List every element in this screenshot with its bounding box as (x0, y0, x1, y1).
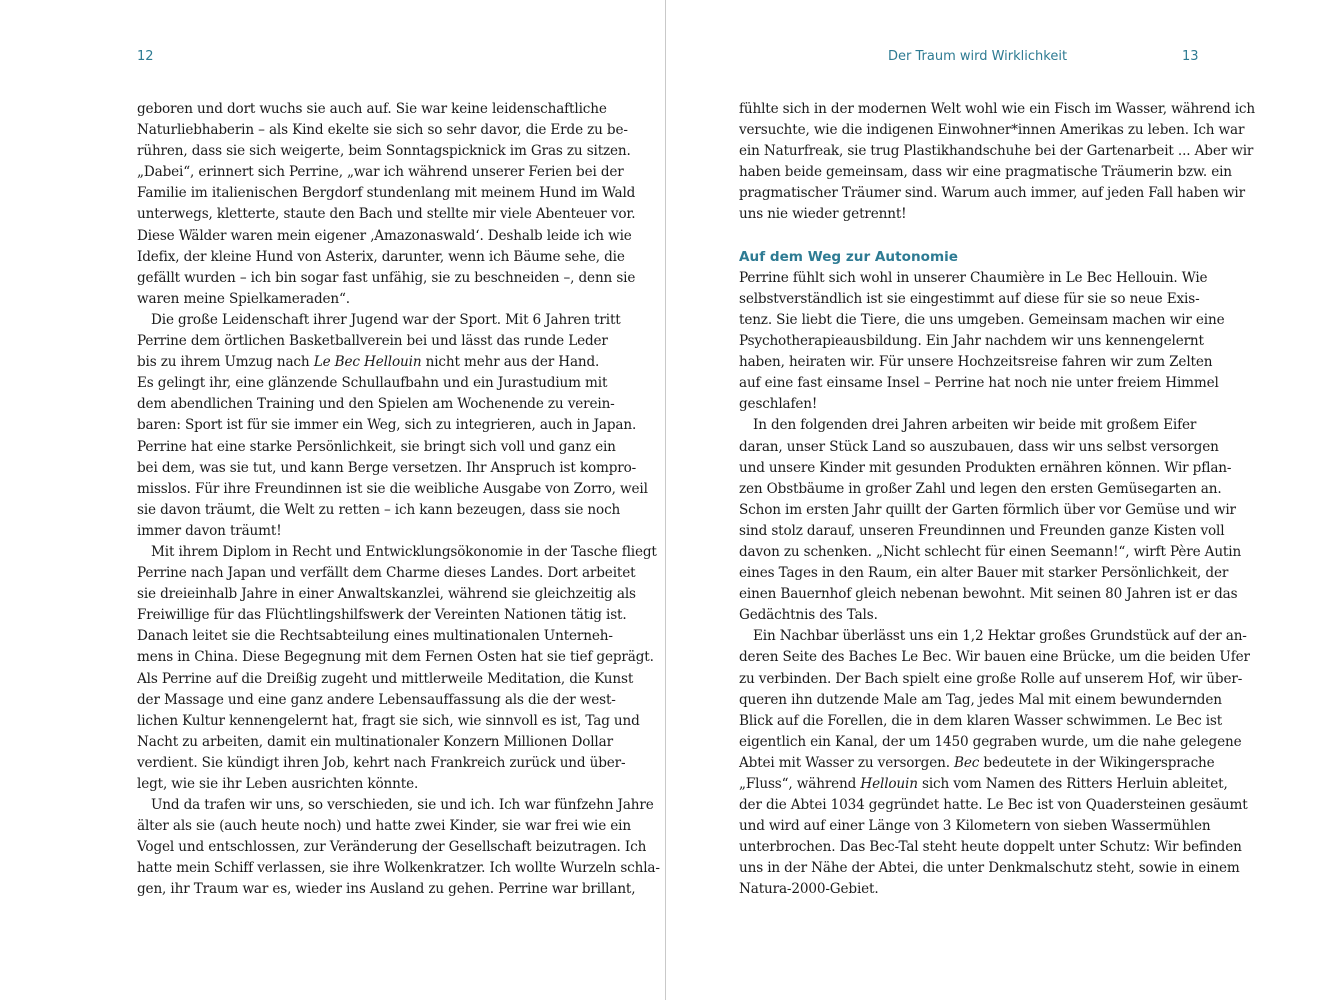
text-line: versuchte, wie die indigenen Einwohner*innen Amerikas zu leben. Ich war (739, 122, 1245, 139)
body-text (137, 99, 660, 901)
section-gap (739, 226, 1196, 247)
text-line: einen Bauernhof gleich nebenan bewohnt. Mit seinen 80 Jahren ist er das (739, 586, 1238, 603)
text-line: sie davon träumt, die Welt zu retten – ich kann bezeugen, dass sie noch (137, 501, 621, 518)
text-run: sich vom Namen des Ritters Herluin ableitet, (917, 776, 1228, 792)
text-line: Die große Leidenschaft ihrer Jugend war der Sport. Mit 6 Jahren tritt (151, 311, 621, 328)
text-line: Freiwillige für das Flüchtlingshilfswerk der Vereinten Nationen tätig ist. (137, 607, 627, 624)
text-line: daran, unser Stück Land so auszubauen, dass wir uns selbst versorgen (739, 438, 1219, 455)
text-line: Diese Wälder waren mein eigener ‚Amazonaswald‘. Deshalb leide ich wie (137, 227, 632, 244)
text-line: Mit ihrem Diplom in Recht und Entwicklungsökonomie in der Tasche fliegt (151, 543, 657, 560)
running-head: Der Traum wird Wirklichkeit (888, 49, 1068, 64)
text-line: verdient. Sie kündigt ihren Job, kehrt nach Frankreich zurück und über- (137, 754, 626, 771)
text-line: Und da trafen wir uns, so verschieden, sie und ich. Ich war fünfzehn Jahre (151, 797, 654, 814)
text-line: tenz. Sie liebt die Tiere, die uns umgeben. Gemeinsam machen wir eine (739, 311, 1225, 328)
text-line: waren meine Spielkameraden“. (137, 290, 350, 307)
text-line: Natura-2000-Gebiet. (739, 881, 879, 898)
text-line: Vogel und entschlossen, zur Veränderung der Gesellschaft beizutragen. Ich (137, 839, 647, 856)
text-line: In den folgenden drei Jahren arbeiten wir beide mit großem Eifer (753, 417, 1197, 434)
text-line: sind stolz darauf, unseren Freundinnen und Freunden ganze Kisten voll (739, 522, 1225, 539)
text-line: Idefix, der kleine Hund von Asterix, darunter, wenn ich Bäume sehe, die (137, 248, 625, 265)
text-line: Nacht zu arbeiten, damit ein multinationaler Konzern Millionen Dollar (137, 733, 613, 750)
left-page (0, 0, 666, 1000)
text-line: ein Naturfreak, sie trug Plastikhandschuhe bei der Gartenarbeit ... Aber wir (739, 143, 1254, 160)
text-run: bis zu ihrem Umzug nach (137, 354, 314, 371)
text-line: hatte mein Schiff verlassen, sie ihre Wolkenkratzer. Ich wollte Wurzeln schla- (137, 860, 660, 877)
text-line: lichen Kultur kennengelernt hat, fragt sie sich, wie sinnvoll es ist, Tag und (137, 712, 640, 729)
text-line: deren Seite des Baches Le Bec. Wir bauen eine Brücke, um die beiden Ufer (739, 649, 1250, 666)
italic-text: Le Bec Hellouin (313, 354, 422, 371)
text-line: geboren und dort wuchs sie auch auf. Sie war keine leidenschaftliche (137, 101, 607, 117)
text-line: unterwegs, kletterte, staute den Bach und stellte mir viele Abenteuer vor. (137, 206, 636, 223)
text-line: Danach leitet sie die Rechtsabteilung eines multinationalen Unterneh- (137, 628, 613, 645)
text-line: Perrine dem örtlichen Basketballverein bei und lässt das runde Leder (137, 333, 608, 350)
text-line: dem abendlichen Training und den Spielen am Wochenende zu verein- (137, 396, 615, 413)
page-number: 12 (137, 49, 154, 64)
section-heading: Auf dem Weg zur Autonomie (739, 248, 959, 265)
text-line: haben beide gemeinsam, dass wir eine pragmatische Träumerin bzw. ein (739, 164, 1232, 181)
text-line: sie dreieinhalb Jahre in einer Anwaltskanzlei, während sie gleichzeitig als (137, 586, 636, 603)
text-line: unterbrochen. Das Bec-Tal steht heute doppelt unter Schutz: Wir befinden (739, 839, 1242, 856)
text-line (739, 774, 1228, 795)
text-line: zen Obstbäume in großer Zahl und legen den ersten Gemüsegarten an. (739, 480, 1222, 497)
text-line: Schon im ersten Jahr quillt der Garten förmlich über vor Gemüse und wir (739, 501, 1236, 518)
body-text (739, 99, 1255, 901)
text-line: Perrine hat eine starke Persönlichkeit, sie bringt sich voll und ganz ein (137, 438, 616, 455)
text-line: queren ihn dutzende Male am Tag, jedes Mal mit einem bewundernden (739, 691, 1222, 708)
text-line: älter als sie (auch heute noch) und hatte zwei Kinder, sie war frei wie ein (137, 818, 631, 835)
text-line: Ein Nachbar überlässt uns ein 1,2 Hektar großes Grundstück auf der an- (753, 628, 1247, 645)
text-run: „Fluss“, während (739, 776, 861, 792)
text-line: fühlte sich in der modernen Welt wohl wie ein Fisch im Wasser, während ich (739, 101, 1255, 117)
text-line (739, 753, 1215, 774)
text-line: eines Tages in den Raum, ein alter Bauer mit starker Persönlichkeit, der (739, 565, 1229, 582)
text-line: Psychotherapieausbildung. Ein Jahr nachdem wir uns kennengelernt (739, 333, 1204, 350)
text-line: zu verbinden. Der Bach spielt eine große Rolle auf unserem Hof, wir über- (739, 670, 1243, 687)
text-line: rühren, dass sie sich weigerte, beim Sonntagspicknick im Gras zu sitzen. (137, 143, 631, 160)
text-line: auf eine fast einsame Insel – Perrine hat noch nie unter freiem Himmel (739, 375, 1219, 392)
text-line: Als Perrine auf die Dreißig zugeht und mittlerweile Meditation, die Kunst (137, 670, 634, 687)
text-line: Gedächtnis des Tals. (739, 607, 878, 624)
text-line: Blick auf die Forellen, die in dem klaren Wasser schwimmen. Le Bec ist (739, 712, 1223, 729)
text-line: pragmatischer Träumer sind. Warum auch immer, auf jeden Fall haben wir (739, 185, 1245, 202)
text-line: davon zu schenken. „Nicht schlecht für einen Seemann!“, wirft Père Autin (739, 543, 1242, 560)
text-line: eigentlich ein Kanal, der um 1450 gegraben wurde, um die nahe gelegene (739, 733, 1242, 750)
text-run: bedeutete in der Wikingersprache (979, 754, 1215, 771)
text-line: und wird auf einer Länge von 3 Kilometern von sieben Wassermühlen (739, 818, 1211, 835)
text-line: immer davon träumt! (137, 522, 282, 539)
text-line: „Dabei“, erinnert sich Perrine, „war ich während unserer Ferien bei der (137, 164, 624, 181)
text-line: misslos. Für ihre Freundinnen ist sie die weibliche Ausgabe von Zorro, weil (137, 480, 648, 497)
text-line (137, 352, 600, 373)
page-gutter (665, 0, 666, 1000)
text-line: bei dem, was sie tut, und kann Berge versetzen. Ihr Anspruch ist kompro- (137, 459, 637, 476)
italic-text: Bec (954, 754, 980, 771)
text-run: nicht mehr aus der Hand. (421, 354, 600, 371)
text-line: haben, heiraten wir. Für unsere Hochzeitsreise fahren wir zum Zelten (739, 354, 1213, 371)
page-number: 13 (1182, 49, 1199, 64)
text-line: geschlafen! (739, 396, 818, 413)
text-line: der die Abtei 1034 gegründet hatte. Le Bec ist von Quadersteinen gesäumt (739, 797, 1248, 814)
text-line: der Massage und eine ganz andere Lebensauffassung als die der west- (137, 691, 616, 708)
text-line: uns in der Nähe der Abtei, die unter Denkmalschutz steht, sowie in einem (739, 860, 1240, 877)
text-line: uns nie wieder getrennt! (739, 206, 907, 223)
text-line: Es gelingt ihr, eine glänzende Schullaufbahn und ein Jurastudium mit (137, 375, 608, 392)
text-line: legt, wie sie ihr Leben ausrichten könnte. (137, 776, 419, 792)
text-line: Naturliebhaberin – als Kind ekelte sie sich so sehr davor, die Erde zu be- (137, 122, 628, 139)
right-page (667, 0, 1333, 1000)
text-line: und unsere Kinder mit gesunden Produkten ernähren können. Wir pflan- (739, 459, 1232, 476)
text-line: mens in China. Diese Begegnung mit dem Fernen Osten hat sie tief geprägt. (137, 649, 654, 666)
text-line: Perrine nach Japan und verfällt dem Charme dieses Landes. Dort arbeitet (137, 565, 636, 582)
text-line: gefällt wurden – ich bin sogar fast unfähig, sie zu beschneiden –, denn sie (137, 269, 636, 286)
text-line: Familie im italienischen Bergdorf stundenlang mit meinem Hund im Wald (137, 185, 636, 202)
text-line: baren: Sport ist für sie immer ein Weg, sich zu integrieren, auch in Japan. (137, 417, 637, 434)
text-line: selbstverständlich ist sie eingestimmt auf diese für sie so neue Exis- (739, 290, 1200, 307)
text-line: Perrine fühlt sich wohl in unserer Chaumière in Le Bec Hellouin. Wie (739, 269, 1208, 286)
italic-text: Hellouin (860, 776, 918, 792)
text-run: Abtei mit Wasser zu versorgen. (739, 754, 955, 771)
text-line: gen, ihr Traum war es, wieder ins Ausland zu gehen. Perrine war brillant, (137, 881, 636, 898)
